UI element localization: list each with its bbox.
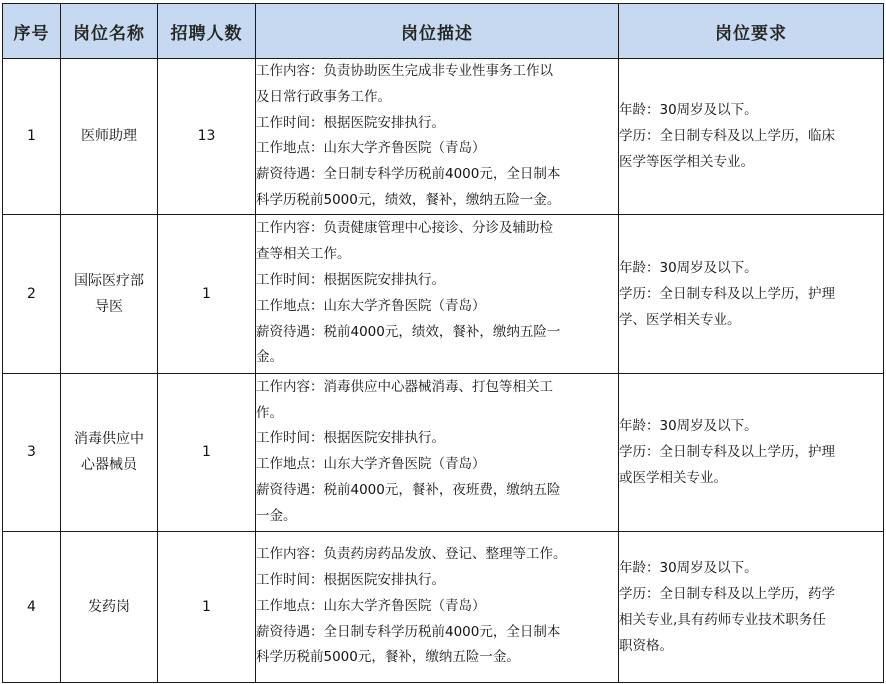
job-description xyxy=(256,214,619,373)
desc-line: 工作地点：山东大学齐鲁医院（青岛） xyxy=(256,456,486,473)
position-name-line: 消毒供应中 xyxy=(74,431,144,448)
job-description xyxy=(256,59,619,215)
req-line: 年龄：30周岁及以下。 xyxy=(619,259,758,276)
header-index: 序号 xyxy=(3,4,61,59)
req-line: 学、医学相关专业。 xyxy=(619,311,741,328)
table-row xyxy=(3,373,884,531)
job-requirements xyxy=(619,373,884,531)
desc-line: 及日常行政事务工作。 xyxy=(256,88,391,105)
req-line: 学历：全日制专科及以上学历，临床 xyxy=(619,128,835,145)
hire-count: 13 xyxy=(158,59,256,215)
hire-count: 1 xyxy=(158,214,256,373)
table-row xyxy=(3,59,884,215)
desc-line: 工作地点：山东大学齐鲁医院（青岛） xyxy=(256,297,486,314)
desc-line: 工作地点：山东大学齐鲁医院（青岛） xyxy=(256,140,486,157)
req-line: 年龄：30周岁及以下。 xyxy=(619,418,758,435)
desc-line: 科学历税前5000元，绩效，餐补，缴纳五险一金。 xyxy=(256,191,561,208)
req-line: 医学等医学相关专业。 xyxy=(619,154,754,171)
position-name-line: 心器械员 xyxy=(81,457,137,474)
header-job-requirements: 岗位要求 xyxy=(619,4,884,59)
desc-line: 查等相关工作。 xyxy=(256,246,351,263)
desc-line: 薪资待遇：税前4000元，餐补，夜班费，缴纳五险 xyxy=(256,482,561,499)
desc-line: 作。 xyxy=(256,404,283,421)
desc-line: 工作时间：根据医院安排执行。 xyxy=(256,271,445,288)
job-description xyxy=(256,531,619,682)
row-index: 4 xyxy=(3,531,61,682)
row-index: 3 xyxy=(3,373,61,531)
desc-line: 薪资待遇：税前4000元，绩效，餐补，缴纳五险一 xyxy=(256,323,561,340)
header-row xyxy=(3,4,884,59)
desc-line: 金。 xyxy=(256,349,283,366)
hire-count: 1 xyxy=(158,373,256,531)
position-name xyxy=(61,373,158,531)
recruitment-table xyxy=(2,3,884,683)
job-requirements xyxy=(619,59,884,215)
desc-line: 工作内容：消毒供应中心器械消毒、打包等相关工 xyxy=(256,378,553,395)
job-description xyxy=(256,373,619,531)
position-name-line: 国际医疗部 xyxy=(74,272,144,289)
desc-line: 工作内容：负责协助医生完成非专业性事务工作以 xyxy=(256,63,553,79)
header-job-description: 岗位描述 xyxy=(256,4,619,59)
req-line: 年龄：30周岁及以下。 xyxy=(619,559,758,576)
req-line: 学历：全日制专科及以上学历，护理 xyxy=(619,285,835,302)
job-requirements xyxy=(619,531,884,682)
table-row xyxy=(3,531,884,682)
desc-line: 一金。 xyxy=(256,507,297,524)
position-name-line: 医师助理 xyxy=(81,128,137,145)
row-index: 2 xyxy=(3,214,61,373)
position-name xyxy=(61,214,158,373)
req-line: 年龄：30周岁及以下。 xyxy=(619,102,758,119)
hire-count: 1 xyxy=(158,531,256,682)
job-requirements xyxy=(619,214,884,373)
position-name-line: 发药岗 xyxy=(88,598,130,615)
table-row xyxy=(3,214,884,373)
req-line: 相关专业,具有药师专业技术职务任 xyxy=(619,611,826,628)
desc-line: 工作内容：负责健康管理中心接诊、分诊及辅助检 xyxy=(256,220,553,237)
desc-line: 工作时间：根据医院安排执行。 xyxy=(256,572,445,589)
header-hire-count: 招聘人数 xyxy=(158,4,256,59)
desc-line: 工作时间：根据医院安排执行。 xyxy=(256,114,445,131)
desc-line: 工作内容：负责药房药品发放、登记、整理等工作。 xyxy=(256,546,567,563)
desc-line: 工作时间：根据医院安排执行。 xyxy=(256,430,445,447)
position-name xyxy=(61,59,158,215)
req-line: 或医学相关专业。 xyxy=(619,470,727,487)
position-name xyxy=(61,531,158,682)
desc-line: 薪资待遇：全日制专科学历税前4000元，全日制本 xyxy=(256,166,561,183)
desc-line: 科学历税前5000元，餐补，缴纳五险一金。 xyxy=(256,649,520,666)
req-line: 职资格。 xyxy=(619,637,673,654)
req-line: 学历：全日制专科及以上学历，药学 xyxy=(619,585,835,602)
req-line: 学历：全日制专科及以上学历，护理 xyxy=(619,444,835,461)
desc-line: 工作地点：山东大学齐鲁医院（青岛） xyxy=(256,597,486,614)
desc-line: 薪资待遇：全日制专科学历税前4000元，全日制本 xyxy=(256,623,561,640)
row-index: 1 xyxy=(3,59,61,215)
position-name-line: 导医 xyxy=(95,298,123,315)
header-position-name: 岗位名称 xyxy=(61,4,158,59)
